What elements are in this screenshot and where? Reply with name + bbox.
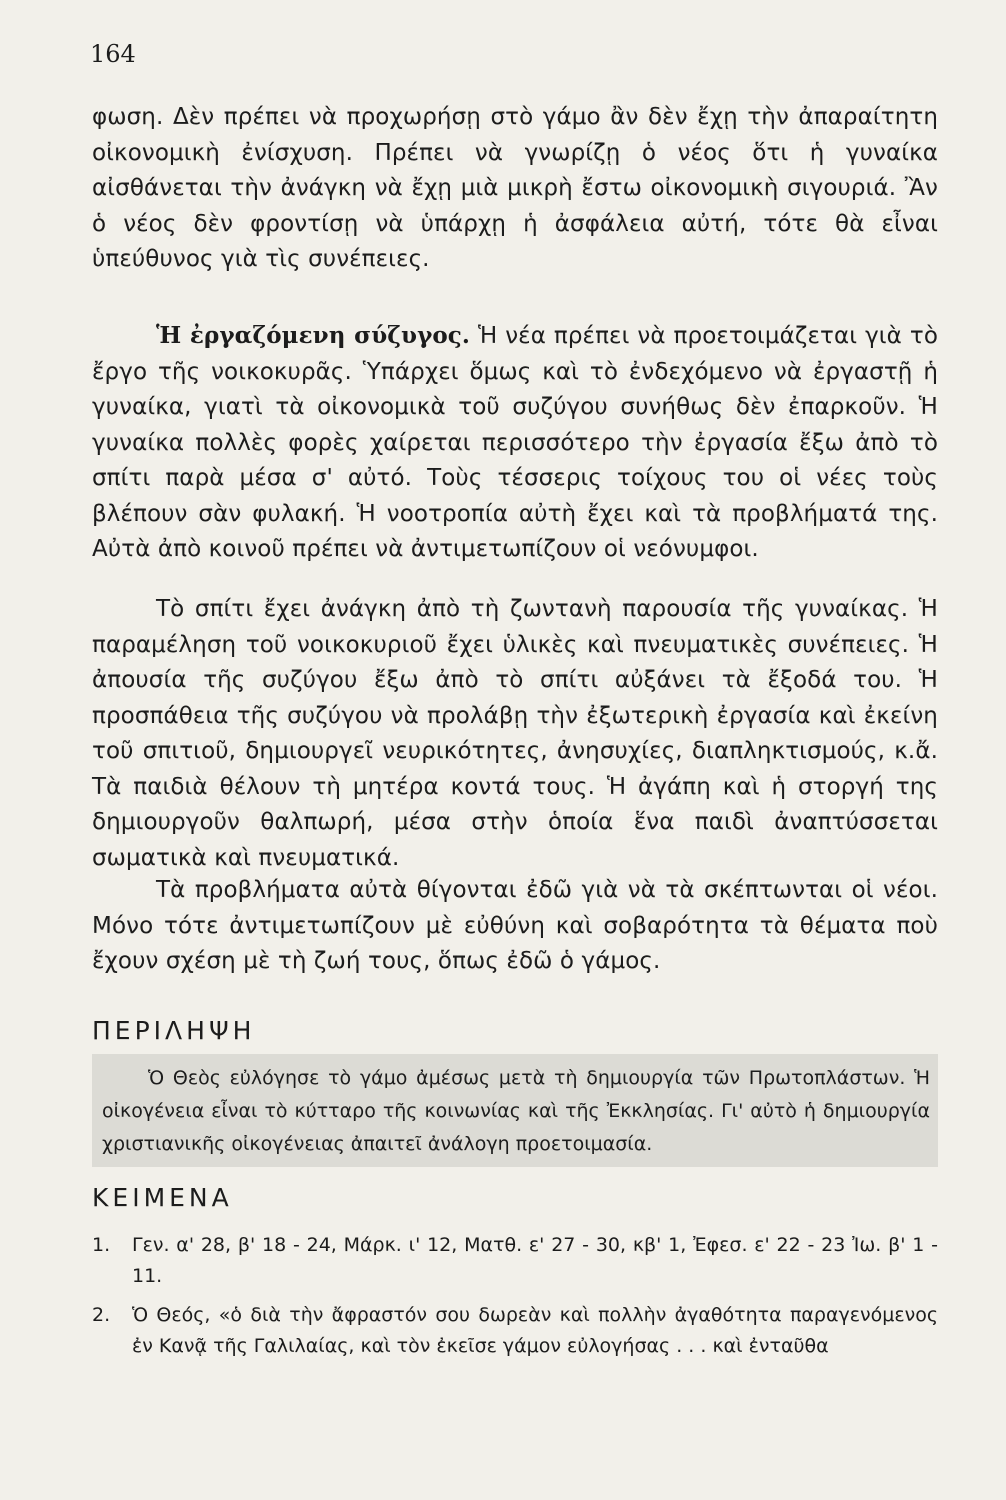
texts-list [92, 1230, 938, 1370]
texts-heading: ΚΕΙΜΕΝΑ [92, 1183, 233, 1212]
paragraph-4-text: Τὰ προβλήματα αὐτὰ θίγονται ἐδῶ γιὰ νὰ τὰ σκέπτωνται οἱ νέοι. Μόνο τότε ἀντιμετωπίζουν μὲ εὐθύνη καὶ σοβαρότητα τὰ θέματα ποὺ ἔχουν σχέση μὲ τὴ ζωή τους, ὅπως ἐδῶ ὁ γάμος. [92, 877, 938, 974]
list-item [92, 1230, 938, 1292]
paragraph-3 [92, 592, 938, 876]
paragraph-2 [92, 318, 938, 568]
list-item-text: Ὁ Θεός, «ὁ διὰ τὴν ἄφραστόν σου δωρεὰν καὶ πολλὴν ἀγαθότητα παραγενόμενος ἐν Κανᾷ τῆς Γαλιλαίας, καὶ τὸν ἐκεῖσε γάμον εὐλογήσας . . . καὶ ἐνταῦθα [132, 1304, 938, 1357]
summary-text [102, 1062, 930, 1161]
list-item-number: 2. [92, 1304, 111, 1326]
list-item-number: 1. [92, 1234, 111, 1256]
paragraph-4 [92, 873, 938, 980]
paragraph-1-text: φωση. Δὲν πρέπει νὰ προχωρήσῃ στὸ γάμο ἂν δὲν ἔχῃ τὴν ἀπαραίτητη οἰκονομικὴ ἐνίσχυση. Πρέπει νὰ γνωρίζῃ ὁ νέος ὅτι ἡ γυναίκα αἰσθάνεται τὴν ἀνάγκη νὰ ἔχῃ μιὰ μικρὴ ἔστω οἰκονομικὴ σιγουριά. Ἂν ὁ νέος δὲν φροντίσῃ νὰ ὑπάρχῃ ἡ ἀσφάλεια αὐτή, τότε θὰ εἶναι ὑπεύθυνος γιὰ τὶς συνέπειες. [92, 104, 938, 272]
page-number: 164 [90, 40, 136, 68]
paragraph-1 [92, 100, 938, 278]
list-item [92, 1300, 938, 1362]
paragraph-working-wife [92, 318, 938, 568]
paragraph-2-text: Ἡ νέα πρέπει νὰ προετοιμάζεται γιὰ τὸ ἔργο τῆς νοικοκυρᾶς. Ὑπάρχει ὅμως καὶ τὸ ἐνδεχόμενο νὰ ἐργαστῇ ἡ γυναίκα, γιατὶ τὰ οἰκονομικὰ τοῦ συζύγου συνήθως δὲν ἐπαρκοῦν. Ἡ γυναίκα πολλὲς φορὲς χαίρεται περισσότερο τὴν ἐργασία ἔξω ἀπὸ τὸ σπίτι παρὰ μέσα σ' αὐτό. Τοὺς τέσσερις τοίχους του οἱ νέες τοὺς βλέπουν σὰν φυλακή. Ἡ νοοτροπία αὐτὴ ἔχει καὶ τὰ προβλήματά της. Αὐτὰ ἀπὸ κοινοῦ πρέπει νὰ ἀντιμετωπίζουν οἱ νεόνυμφοι. [92, 323, 938, 562]
summary-heading: ΠΕΡΙΛΗΨΗ [92, 1016, 256, 1045]
inline-heading-working-wife: Ἡ ἐργαζόμενη σύζυγος. [156, 322, 471, 349]
summary-body: Ὁ Θεὸς εὐλόγησε τὸ γάμο ἀμέσως μετὰ τὴ δημιουργία τῶν Πρωτοπλάστων. Ἡ οἰκογένεια εἶναι τὸ κύτταρο τῆς κοινωνίας καὶ τῆς Ἐκκλησίας. Γι' αὐτὸ ἡ δημιουργία χριστιανικῆς οἰκογένειας ἀπαιτεῖ ἀνάλογη προετοιμασία. [102, 1067, 930, 1155]
paragraph-3-text: Τὸ σπίτι ἔχει ἀνάγκη ἀπὸ τὴ ζωντανὴ παρουσία τῆς γυναίκας. Ἡ παραμέληση τοῦ νοικοκυριοῦ ἔχει ὑλικὲς καὶ πνευματικὲς συνέπειες. Ἡ ἀπουσία τῆς συζύγου ἔξω ἀπὸ τὸ σπίτι αὐξάνει τὰ ἔξοδά του. Ἡ προσπάθεια τῆς συζύγου νὰ προλάβῃ τὴν ἐξωτερικὴ ἐργασία καὶ ἐκείνη τοῦ σπιτιοῦ, δημιουργεῖ νευρικότητες, ἀνησυχίες, διαπληκτισμούς, κ.ἄ. Τὰ παιδιὰ θέλουν τὴ μητέρα κοντά τους. Ἡ ἀγάπη καὶ ἡ στοργή της δημιουργοῦν θαλπωρή, μέσα στὴν ὁποία ἕνα παιδὶ ἀναπτύσσεται σωματικὰ καὶ πνευματικά. [92, 596, 938, 871]
list-item-text: Γεν. α' 28, β' 18 - 24, Μάρκ. ι' 12, Ματθ. ε' 27 - 30, κβ' 1, Ἐφεσ. ε' 22 - 23 Ἰω. β' 1 - 11. [132, 1234, 938, 1287]
